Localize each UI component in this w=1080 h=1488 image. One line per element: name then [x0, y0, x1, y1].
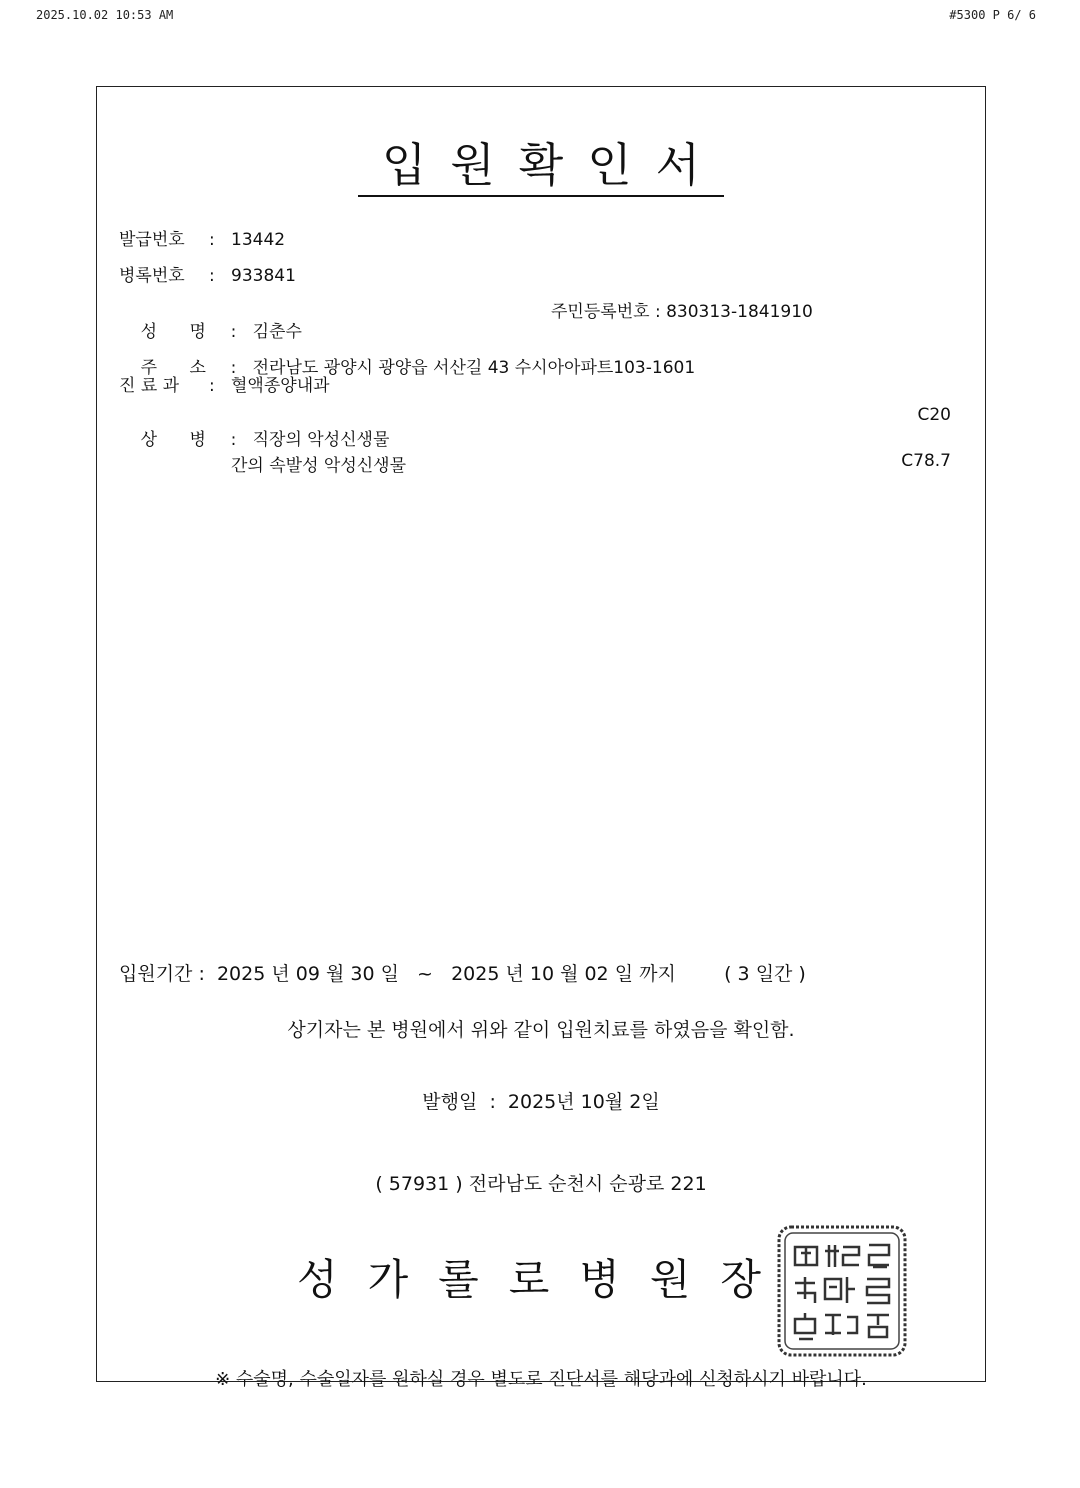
address-row: 주 소 : 전라남도 광양시 광양읍 서산길 43 수시아아파트103-1601	[119, 333, 695, 398]
document-title-wrap	[97, 137, 985, 197]
fax-datetime: 2025.10.02 10:53 AM	[36, 8, 174, 22]
department-label: 진 료 과	[119, 376, 180, 396]
certificate-frame	[96, 86, 986, 1390]
issue-date-value: 2025년 10월 2일	[507, 1091, 660, 1113]
name-label: 성 명	[140, 322, 206, 342]
issue-no-label: 발급번호	[119, 230, 185, 250]
issue-no-row: 발급번호 : 13442	[119, 225, 285, 250]
fax-page-info: #5300 P 6/ 6	[949, 8, 1036, 22]
footnote: ※ 수술명, 수술일자를 원하실 경우 별도로 진단서를 해당과에 신청하시기 바랍니다.	[215, 1369, 867, 1390]
address-value: 전라남도 광양시 광양읍 서산길 43 수시아아파트103-1601	[252, 358, 696, 378]
admission-period-label: 입원기간	[119, 963, 193, 985]
issue-date-label: 발행일	[422, 1091, 478, 1113]
official-seal-icon	[773, 1221, 911, 1361]
resident-no-value: 830313-1841910	[666, 302, 813, 322]
record-no-row: 병록번호 : 933841	[119, 261, 296, 286]
record-no-value: 933841	[231, 266, 296, 286]
diagnosis-name: 간의 속발성 악성신생물	[231, 456, 407, 476]
diagnosis-name: 직장의 악성신생물	[252, 430, 390, 450]
name-value: 김춘수	[252, 322, 302, 342]
issue-date-row: 발행일 : 2025년 10월 2일	[422, 1091, 660, 1113]
address-label: 주 소	[140, 358, 206, 378]
department-value: 혈액종양내과	[231, 376, 330, 396]
admission-period-value: 2025 년 09 월 30 일 ~ 2025 년 10 월 02 일 까지 ( 3 일간 )	[216, 963, 806, 985]
name-row: 성 명 : 김춘수	[119, 297, 302, 362]
diagnosis-code: C78.7	[901, 451, 951, 471]
diagnosis-row-1: 상 병 : 직장의 악성신생물	[119, 405, 389, 470]
hospital-address: ( 57931 ) 전라남도 순천시 순광로 221	[375, 1173, 707, 1195]
record-no-label: 병록번호	[119, 266, 185, 286]
department-row: 진 료 과 : 혈액종양내과	[119, 371, 330, 396]
resident-no-field: 주민등록번호 : 830313-1841910	[551, 302, 813, 322]
diagnosis-label: 상 병	[140, 430, 206, 450]
admission-period-row: 입원기간 : 2025 년 09 월 30 일 ~ 2025 년 10 월 02 일 까지 ( 3 일간 )	[119, 963, 806, 985]
diagnosis-code: C20	[917, 405, 951, 425]
hospital-name: 성가롤로병원장	[297, 1255, 792, 1304]
diagnosis-row-2	[231, 451, 406, 476]
confirmation-statement: 상기자는 본 병원에서 위와 같이 입원치료를 하였음을 확인함.	[287, 1019, 795, 1041]
resident-no-label: 주민등록번호	[551, 302, 650, 322]
document-title: 입원확인서	[358, 137, 724, 197]
issue-no-value: 13442	[231, 230, 286, 250]
